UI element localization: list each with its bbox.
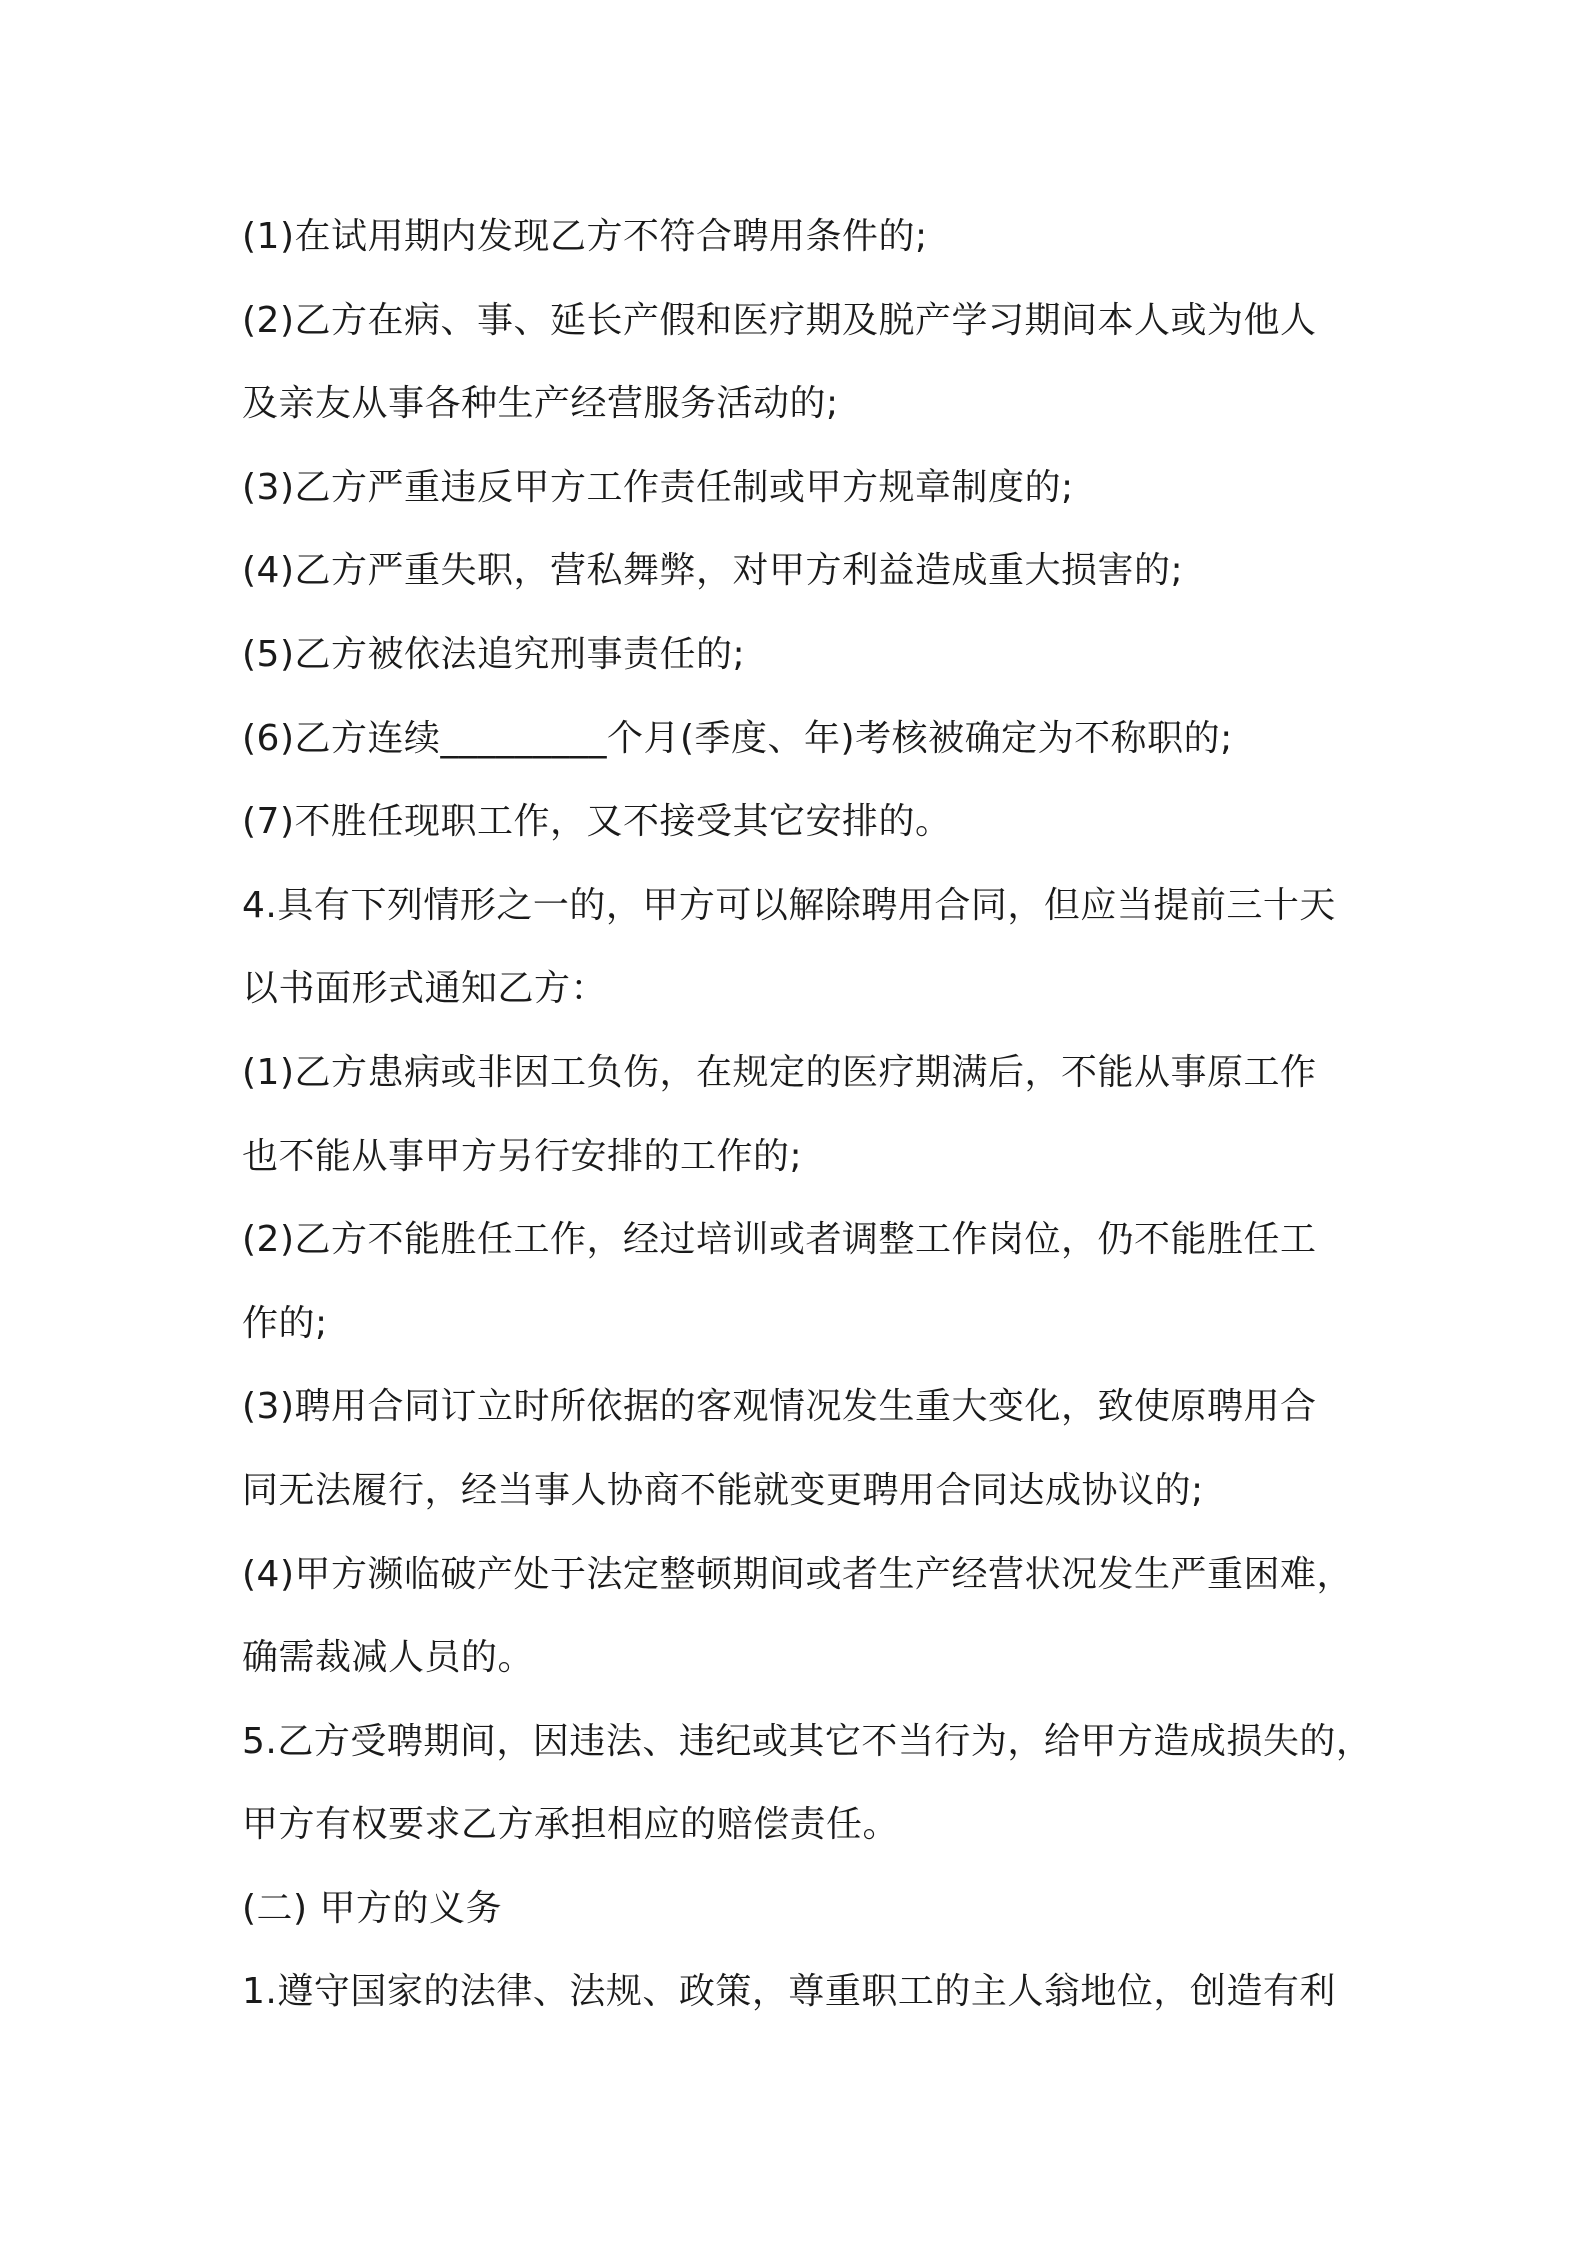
text-line: (1)在试用期内发现乙方不符合聘用条件的; (242, 216, 928, 257)
text-line: (3)聘用合同订立时所依据的客观情况发生重大变化，致使原聘用合 (242, 1386, 1317, 1428)
text-line: (2)乙方不能胜任工作，经过培训或者调整工作岗位，仍不能胜任工 (242, 1219, 1317, 1261)
document-body (242, 195, 1372, 2034)
text-line: (5)乙方被依法追究刑事责任的; (242, 633, 746, 675)
text-line: (7)不胜任现职工作，又不接受其它安排的。 (242, 801, 952, 843)
text-line: (1)乙方患病或非因工负伤，在规定的医疗期满后，不能从事原工作 (242, 1051, 1317, 1093)
text-line: (二) 甲方的义务 (242, 1887, 503, 1929)
text-line: (6)乙方连续_________个月(季度、年)考核被确定为不称职的; (242, 717, 1233, 759)
text-line: (4)乙方严重失职，营私舞弊，对甲方利益造成重大损害的; (242, 550, 1184, 592)
text-line: 及亲友从事各种生产经营服务活动的; (242, 383, 839, 425)
text-line: 也不能从事甲方另行安排的工作的; (242, 1135, 803, 1177)
text-line: 同无法履行，经当事人协商不能就变更聘用合同达成协议的; (242, 1469, 1204, 1511)
text-line: (2)乙方在病、事、延长产假和医疗期及脱产学习期间本人或为他人 (242, 299, 1317, 341)
text-line: (3)乙方严重违反甲方工作责任制或甲方规章制度的; (242, 466, 1074, 508)
text-line: 1.遵守国家的法律、法规、政策，尊重职工的主人翁地位，创造有利 (242, 1971, 1336, 2013)
text-line: 5.乙方受聘期间，因违法、违纪或其它不当行为，给甲方造成损失的， (242, 1720, 1373, 1762)
text-line: (4)甲方濒临破产处于法定整顿期间或者生产经营状况发生严重困难， (242, 1553, 1353, 1595)
text-line: 以书面形式通知乙方： (242, 968, 608, 1010)
text-line: 甲方有权要求乙方承担相应的赔偿责任。 (242, 1804, 900, 1846)
text-line: 确需裁减人员的。 (242, 1637, 535, 1679)
text-line: 作的; (242, 1302, 328, 1344)
text-line: 4.具有下列情形之一的，甲方可以解除聘用合同，但应当提前三十天 (242, 884, 1336, 926)
